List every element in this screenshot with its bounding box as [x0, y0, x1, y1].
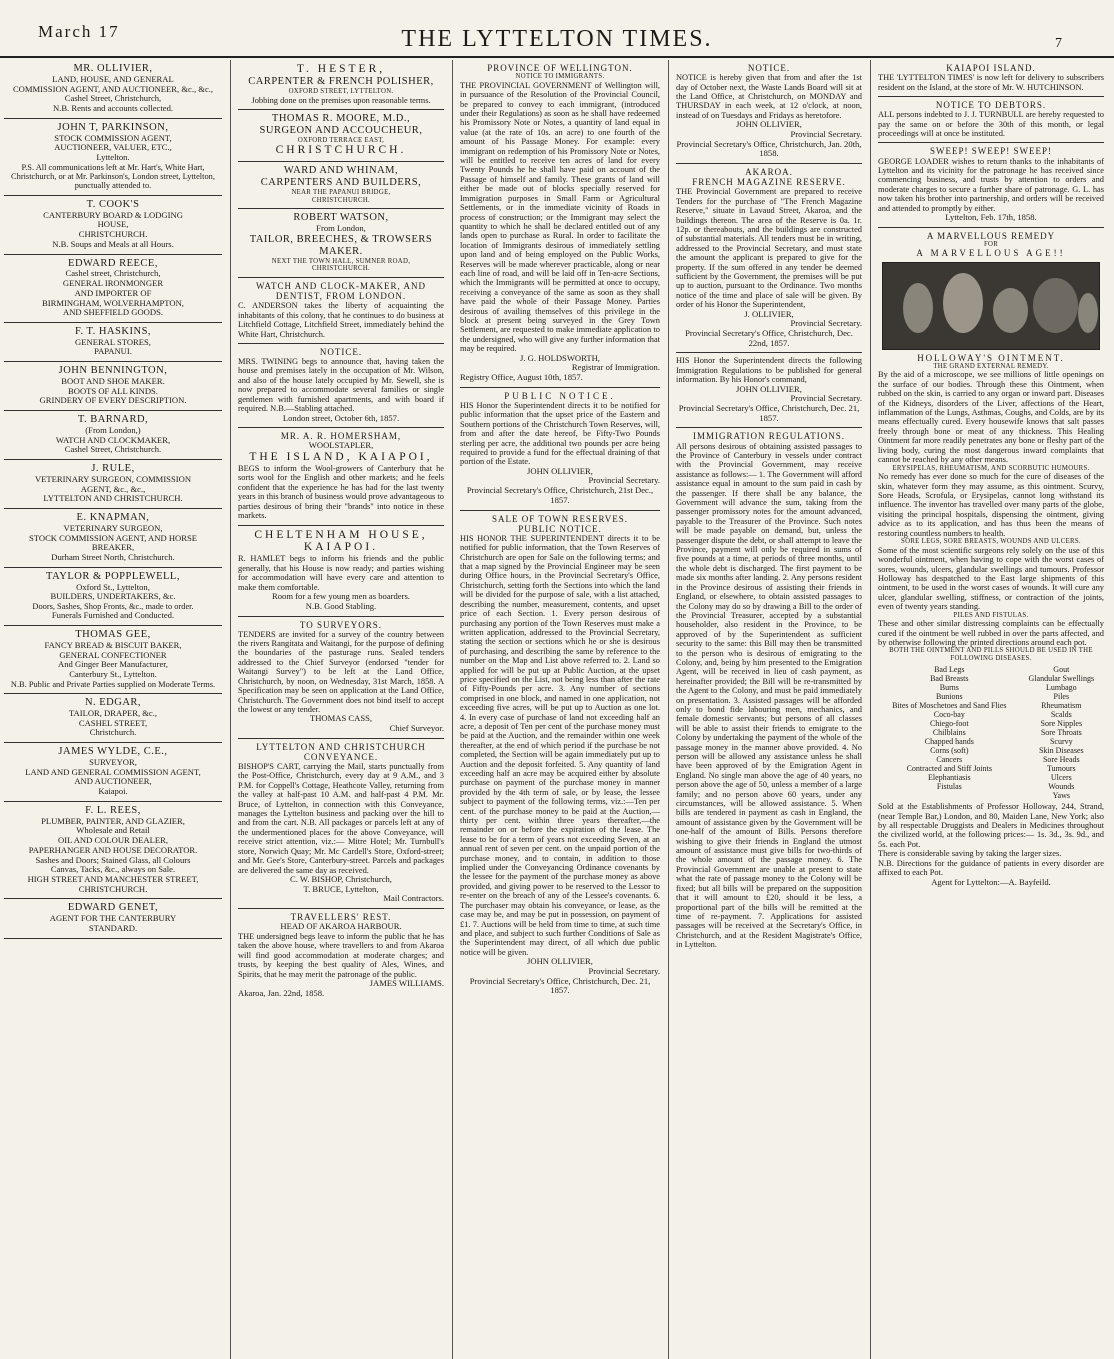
- ad-line: Canvas, Tacks, &c., always on Sale.: [50, 865, 176, 875]
- ad-subheading: WOOLSTAPLER,: [308, 441, 374, 451]
- ad-line: PLUMBER, PAINTER, AND GLAZIER,: [41, 816, 185, 826]
- disease-item: Bad Legs: [934, 664, 965, 674]
- ad-heading: THOMAS GEE,: [75, 629, 151, 641]
- advert-col1: [4, 460, 222, 509]
- advert-cheltenham: [238, 526, 444, 617]
- ad-subheading: MAKER.: [319, 245, 363, 257]
- ad-text: MRS. TWINING begs to announce that, having taken the house and premises lately in the occupation of Mr. Wilson, and also of the house lately occupied by Mr. Sewell, she is now prepared to accommodate several families or single gentlemen with furnished apartments, and with board if required. N.B.—Stabling attached.: [238, 357, 444, 414]
- notice-heading: KAIAPOI ISLAND.: [946, 63, 1036, 73]
- ad-place: CHRISTCHURCH.: [311, 196, 371, 204]
- ad-line: Christchurch.: [89, 728, 137, 738]
- page-number: 7: [1055, 36, 1062, 51]
- ad-line: STOCK COMMISSION AGENT, AND HORSE: [29, 533, 197, 543]
- ad-line: AND IMPORTER OF: [74, 288, 152, 298]
- disease-item: Sore Throats: [1040, 728, 1082, 737]
- disease-item: Bad Breasts: [930, 673, 969, 683]
- ad-place: THE ISLAND, KAIAPOI,: [249, 451, 433, 464]
- advert-col1: [4, 899, 222, 938]
- ad-heading: TO SURVEYORS.: [299, 619, 383, 630]
- advert-col1: [4, 411, 222, 460]
- header-rule: [0, 56, 1114, 58]
- ad-line: Sashes and Doors; Stained Glass, all Colours: [35, 855, 191, 865]
- ad-subheading: THE GRAND EXTERNAL REMEDY.: [933, 362, 1049, 370]
- notice-heading: NOTICE TO DEBTORS.: [935, 99, 1047, 110]
- advert-col1: [4, 743, 222, 802]
- holloway-engraving-image: [882, 262, 1100, 350]
- ad-heading: TAYLOR & POPPLEWELL,: [46, 570, 180, 582]
- ad-line: GRINDERY OF EVERY DESCRIPTION.: [39, 396, 187, 406]
- ad-text: BISHOP'S CART, carrying the Mail, starts punctually from the Post-Office, Christchurch, every day at 9 A.M., and 3 P.M. for Coppell's Cottage, Heathcote Valley, returning from the valley at half-past 10 A.M. and half-past 4 P.M. Mr. Bruce, of Lyttelton, in connection with this Conveyance, manages the Lyttelton business and packing over the hill to and from the cart. N.B. All packages or parcels left at any of the undermentioned places for the above Conveyance, will receive strict attention, viz.:— Mitre Hotel; Mr. Turnbull's store, Norwich Quay; Mr. Mc Cardell's Store, Oxford-street; and Mr. Gee's Store, Canterbury-street. Parcels and packages are delivered the same day as received.: [238, 762, 444, 875]
- ad-heading: EDWARD REECE,: [68, 257, 158, 269]
- notice-signature: JOHN OLLIVIER,: [736, 120, 802, 130]
- ad-line: LAND, HOUSE, AND GENERAL: [52, 74, 174, 84]
- notice-text: HIS Honor the Superintendent directs it to be notified for public information that the upset price of the Eastern and Southern portions of the Christchurch Town Reserves, will, from and after the date hereof, be Fifty-Two Pounds sterling per acre, the additional two pounds per acre being required to provide a fund for the effectual draining of that portion of the Estate.: [460, 400, 660, 467]
- ad-line: AND AUCTIONEER,: [74, 777, 152, 787]
- disease-item: Sore Heads: [1042, 755, 1080, 765]
- disease-item: Chiego-foot: [929, 718, 969, 728]
- disease-item: Scalds: [1050, 709, 1072, 719]
- ad-line: Durham Street North, Christchurch.: [51, 553, 175, 563]
- ad-subheading: BOTH THE OINTMENT AND PILLS SHOULD BE USED IN THE FOLLOWING DISEASES.: [889, 647, 1093, 663]
- ad-line: STOCK COMMISSION AGENT,: [54, 133, 172, 143]
- ad-text: N.B. Directions for the guidance of patients in every disorder are affixed to each Pot.: [878, 858, 1104, 878]
- notice-heading: IMMIGRATION REGULATIONS.: [693, 431, 845, 442]
- notice-kaiapoi-island: [878, 60, 1104, 97]
- ad-signature: Room for a few young men as boarders.: [272, 592, 410, 602]
- notice-signature: Provincial Secretary.: [588, 475, 660, 486]
- ad-signature: Akaroa, Jan. 22nd, 1858.: [238, 987, 325, 998]
- ad-signature: Lyttelton, Feb. 17th, 1858.: [945, 212, 1037, 222]
- notice-sale-town-reserves: [460, 511, 660, 1000]
- ad-line: COMMISSION AGENT, AND AUCTIONEER, &c., &c.,: [12, 84, 214, 94]
- ad-line: And Ginger Beer Manufacturer,: [58, 660, 168, 670]
- advert-conveyance: [238, 739, 444, 909]
- ad-signature: THOMAS CASS,: [309, 714, 373, 724]
- ad-heading: WATCH AND CLOCK-MAKER, AND DENTIST, FROM LONDON.: [255, 280, 426, 302]
- ad-line: CANTERBURY BOARD & LODGING: [43, 210, 183, 220]
- ad-line: HOUSE,: [97, 220, 129, 230]
- ad-origin: From London,: [316, 224, 366, 234]
- ad-line: BREAKER,: [91, 543, 135, 553]
- advert-col1: [4, 362, 222, 411]
- notice-public: [460, 388, 660, 511]
- ad-heading: T. COOK'S: [86, 198, 140, 210]
- notice-waste-lands: [676, 60, 862, 164]
- advert-col1: [4, 626, 222, 694]
- ad-heading: MR. OLLIVIER,: [73, 63, 153, 74]
- notice-heading: AKAROA.: [745, 167, 793, 177]
- notice-text: THE Provincial Government are prepared to receive Tenders for the purchase of "The French Magazine Reserve," situate in Lavaud Street, Akaroa, and the buildings thereon. The area of the Reserve is 0a. 1r. 12p. or thereabouts, and the buildings are constructed of substantial materials. All tenders must be in writing, addressed to the Provincial Secretary, and must state the amount the applicant is prepared to give for the property. If the sum offered in any tender be deemed sufficient by the Government, the premises will be put up to auction, pursuant to the Ordinance. Two months notice of the time and place of sale will be given. By order of his Honor the Superintendent,: [676, 187, 862, 310]
- ad-line: Kaiapoi.: [98, 787, 128, 797]
- ad-line: Oxford St., Lyttelton,: [76, 582, 150, 592]
- column-2: [232, 60, 450, 1359]
- notice-debtors: [878, 97, 1104, 143]
- ad-line: CASHEL STREET,: [78, 718, 148, 728]
- advert-sweep: [878, 143, 1104, 227]
- ad-line: OIL AND COLOUR DEALER,: [58, 836, 168, 846]
- ad-heading: HOLLOWAY'S OINTMENT.: [917, 352, 1065, 363]
- advert-hester: [238, 60, 444, 110]
- ad-line: N.B. Public and Private Parties supplied on Moderate Terms.: [10, 679, 216, 689]
- ad-line: (From London,): [85, 426, 141, 435]
- columns: [0, 60, 1114, 1359]
- ad-line: GENERAL STORES,: [75, 337, 151, 347]
- ad-line: VETERINARY SURGEON,: [63, 523, 163, 533]
- ad-line: WATCH AND CLOCKMAKER,: [55, 435, 171, 445]
- ad-text: Sold at the Establishments of Professor Holloway, 244, Strand, (near Temple Bar,) London, and 80, Maiden Lane, New York; also by all respectable Druggists and Dealers in Medicines throughout the civilized world, at the following prices:— 1s. 3d., 3s. 9d., and 5s. each Pot.: [878, 802, 1104, 849]
- ad-line: PAPERHANGER AND HOUSE DECORATOR.: [28, 845, 198, 855]
- column-4: [670, 60, 868, 1359]
- disease-item: Tumours: [1046, 764, 1076, 774]
- notice-signature: Provincial Secretary's Office, Christchurch, Dec. 22nd, 1857.: [685, 329, 853, 348]
- notice-signature: JOHN OLLIVIER,: [736, 384, 802, 394]
- ad-line: Funerals Furnished and Conducted.: [51, 611, 175, 621]
- notice-text: THE PROVINCIAL GOVERNMENT of Wellington will, in pursuance of the Resolution of the Provincial Council, be prepared to convey to each immigrant, (introduced under their Regulations) as soon as he shall have redeemed his Promissory Note or Notes, a quantity of land equal in value (at the rate of 10s. an acre) to one fourth of the amount of his Passage Money. For example: every immigrant on redemption of his Promissory Note or Notes, will be entitled to receive ten acres of land for every Twenty Pounds he he shall have paid on account of the Passage of himself and family. These grants of land will either be made out of blocks specially reserved for Immigration purposes in Small Farm or Agricultural Settlements, or in the immediate vicinity of Roads in process of construction; or the Immigrant may select the quantity to which he shall be declared entitled out of any lands open to purchase as Rural. In order to facilitate the location of Immigrants desirous of immediately settling upon land and of being employed on the Public Works, Reserves will be made wherever practicable, along or near each line of road, and will be laid off in Ten-acre Sections, which the Immigrants will be permitted at once to occupy, receiving a conveyance of the same as soon as they shall have paid the whole of their Passage Money. Parties desirous of availing themselves of this privilege in the block at present being surveyed in the Grey Town Settlement, are requested to make immediate application to the undersigned, who will give any further information that may be required.: [460, 80, 660, 354]
- ad-subheading: ERYSIPELAS, RHEUMATISM, AND SCORBUTIC HUMOURS.: [892, 464, 1090, 472]
- notice-text: THE 'LYTTELTON TIMES' is now left for delivery to subscribers resident on the Island, at the store of Mr. W. HUTCHINSON.: [878, 73, 1104, 92]
- disease-item: Yaws: [1052, 791, 1070, 801]
- disease-item: Gout: [1053, 664, 1070, 674]
- ad-line: BOOTS OF ALL KINDS.: [68, 386, 158, 396]
- notice-signature: Provincial Secretary.: [588, 965, 660, 976]
- ad-subheading: PILES AND FISTULAS.: [953, 611, 1029, 619]
- notice-text: HIS HONOR THE SUPERINTENDENT directs it to be notified for public information, that the Town Reserves of Christchurch are open for Sale on the following terms; and that a map signed by the Provincial Engineer may be seen during Office hours, in the Provincial Secretary's Office, Christchurch, setting forth the Sections into which the land will be divided for the purpose of sale, with a list attached, describing the number, measurement, contents, and upset price of each Section. 1. Every person desirous of purchasing any portion of the Town Reserves must make a written application, addressed to the Provincial Secretary, stating the section or sections which he or she is desirous of purchasing, and describing the same by reference to the number on the Map and List above referred to. 2. Land so applied for will be put up at Public Auction, at the upset price specified on the List, not being less than after the rate of Fifty-Pounds per acre. 3. Any number of sections comprised in one block, and named in one application, not exceeding five acres, will be put up to Auction as one lot. 4. In every case of purchase of land not exceeding half an acre, a deposit of Ten per cent of the purchase money must be paid at the Auction, and the remainder within one week thereafter, at the end of which period if the purchase be not completed, the Section will be again immediately put up to Auction and the deposit forfeited. 5. Any quantity of land exceeding half an acre may be acquired either by absolute purchase on payment of the purchase money in manner provided by the 4th term of sale, or by lease, the lessee subject to payment of the following terms, viz.:—Ten per cent. of the purchase money to be paid at the Auction,—thirty per cent. within three years thereafter,—the remainder on or before the expiration of the lease. The lease to be for a term of years not exceeding Seven, at an annual rent of seven per cent. on the unpaid portion of the purchase money, and to contain, in addition to those implied under the Conveyancing Ordinance covenants by the lessee for the payment of the purchase money as above provided, and giving power to be reserved to the Lessor to re-enter on the breach of any of the Lessee's covenants. 6. The purchaser may obtain his conveyance, or lease, as the case may be, and may be put in possession, on payment of £1. 7. Auctions will be held from time to time, at such time and place, and subject to such further Conditions of Sale as the Superintendent may direct, of all which due public notice will be given.: [460, 533, 660, 957]
- disease-item: Glandular Swellings: [1028, 673, 1095, 683]
- issue-date: March 17: [38, 22, 120, 41]
- ad-line: AUCTIONEER, VALUER, ETC.,: [54, 143, 172, 153]
- notice-text: NOTICE is hereby given that from and after the 1st day of October next, the Waste Lands Board will sit at the Land Office, at Christchurch, on MONDAY and THURSDAY in each week, at 12 o'clock, at noon, instead of on Tuesdays and Fridays as heretofore.: [676, 73, 862, 120]
- ad-signature: T. BRUCE, Lyttelton,: [303, 884, 379, 894]
- ad-line: BUILDERS, UNDERTAKERS, &c.: [50, 592, 176, 602]
- diseases-table: [878, 663, 1104, 802]
- ad-text: GEORGE LOADER wishes to return thanks to the inhabitants of Lyttelton and its vicinity for the patronage he has received since commencing business, and trusts by attention to orders and moderate charges to secure a further share of patronage. G. L. has now taken his brother into partnership, and orders will be received and attended to promptly by either.: [878, 156, 1104, 213]
- disease-item: Chapped hands: [924, 737, 974, 747]
- advert-moore: [238, 110, 444, 162]
- disease-item: Ulcers: [1050, 773, 1072, 783]
- ad-address: NEXT THE TOWN HALL, SUMNER ROAD,: [271, 257, 411, 265]
- masthead-title: THE LYTTELTON TIMES.: [401, 26, 713, 52]
- column-3: [454, 60, 666, 1359]
- ad-place: CHRISTCHURCH.: [275, 144, 407, 157]
- notice-signature: Provincial Secretary.: [790, 318, 862, 329]
- ad-line: LYTTELTON AND CHRISTCHURCH.: [43, 494, 183, 504]
- ad-line: VETERINARY SURGEON, COMMISSION: [34, 474, 192, 484]
- notice-text: ALL persons indebted to J. J. TURNBULL are hereby requested to pay the same on or before the 30th of this month, or legal proceedings will at once be instituted.: [878, 110, 1104, 138]
- ad-subheading: CARPENTER & FRENCH POLISHER,: [248, 75, 434, 87]
- diseases-left-column: [880, 665, 1019, 800]
- notice-heading: PUBLIC NOTICE.: [504, 390, 616, 401]
- ad-heading: NOTICE.: [319, 346, 363, 357]
- ad-line: Cashel Street, Christchurch,: [64, 94, 162, 104]
- ad-line: AGENT, &c., &c.,: [80, 484, 146, 494]
- notice-signature: Provincial Secretary's Office, Christchurch, 21st Dec., 1857.: [466, 486, 654, 505]
- advert-holloway: [878, 228, 1104, 892]
- ad-line: STANDARD.: [88, 923, 138, 933]
- disease-item: Scurvy: [1049, 737, 1073, 747]
- ad-line: Lyttelton.: [96, 152, 130, 162]
- ad-line: HIGH STREET AND MANCHESTER STREET,: [27, 874, 199, 884]
- advert-twining: [238, 344, 444, 428]
- disease-item: Elephantiasis: [927, 773, 971, 783]
- disease-item: Rheumatism: [1041, 700, 1082, 710]
- ad-line: PAPANUI.: [94, 347, 132, 357]
- advert-col1: [4, 255, 222, 323]
- ad-line: BOOT AND SHOE MAKER.: [61, 377, 165, 387]
- diseases-right-column: [1021, 665, 1102, 800]
- advert-anderson: [238, 278, 444, 344]
- ad-heading: A MARVELLOUS REMEDY: [926, 230, 1056, 241]
- disease-item: Bunions: [935, 691, 963, 701]
- notice-wellington: [460, 60, 660, 388]
- ad-line: Cashel street, Christchurch,: [65, 269, 161, 279]
- advert-col1: [4, 60, 222, 119]
- disease-item: Fistulas: [936, 782, 962, 792]
- notice-subheading: FRENCH MAGAZINE RESERVE.: [692, 177, 846, 188]
- ad-heading: JOHN BENNINGTON,: [58, 365, 168, 377]
- ad-text: By the aid of a microscope, we see millions of little openings on the surface of our bodies. Through these this Ointment, when rubbed on the skin, is carried to any organ or inward part. Diseases of the Kidneys, disorders of the Liver, affections of the Heart, inflammation of the Lungs, Asthmas, Coughs, and Colds, are by its means effectually cured. Every housewife knows that salt passes freely through bone or meat of any thickness. This Healing Ointment far more readily penetrates any bone or fleshy part of the living body, curing the most dangerous inward complaints that cannot be reached by any other means.: [878, 370, 1104, 465]
- ad-line: Doors, Sashes, Shop Fronts, &c., made to order.: [32, 602, 194, 612]
- ad-subheading: HEAD OF AKAROA HARBOUR.: [280, 922, 402, 932]
- notice-honor: [676, 353, 862, 428]
- advert-col1: [4, 119, 222, 196]
- ad-line: N.B. Soups and Meals at all Hours.: [52, 239, 174, 249]
- ad-text: BEGS to inform the Wool-growers of Canterbury that he sorts wool for the English and other markets; and he feels confident that the experience he has had for the last twenty years in this branch of business would prove advantageous to parties desirous of bring their "brands" into notice in these markets.: [238, 464, 444, 521]
- notice-text: HIS Honor the Superintendent directs the following Immigration Regulations to be published for general information. By his Honor's command,: [676, 356, 862, 385]
- ad-text: These and other similar distressing complaints can be effectually cured if the ointment be well rubbed in over the parts affected, and by otherwise following the printed directions around each pot.: [878, 619, 1104, 648]
- ad-heading: T. HESTER,: [296, 63, 386, 75]
- notice-signature: Registrar of Immigration.: [571, 362, 660, 373]
- ad-heading: CHELTENHAM HOUSE, KAIAPOI.: [254, 528, 428, 554]
- advert-watson: [238, 209, 444, 278]
- ad-line: TAILOR, DRAPER, &c.,: [68, 709, 158, 719]
- ad-signature: Mail Contractors.: [383, 893, 444, 904]
- notice-signature: JOHN OLLIVIER,: [527, 957, 593, 967]
- ad-signature: London street, October 6th, 1857.: [282, 413, 400, 423]
- disease-item: Piles: [1053, 691, 1070, 701]
- disease-item: Skin Diseases: [1038, 746, 1084, 756]
- ad-heading: T. BARNARD,: [77, 414, 149, 426]
- advert-col1: [4, 509, 222, 568]
- ad-line: BIRMINGHAM, WOLVERHAMPTON,: [42, 298, 184, 308]
- ad-subheading: SURGEON AND ACCOUCHEUR,: [259, 124, 423, 136]
- ad-address: NEAR THE PAPANUI BRIDGE,: [291, 189, 391, 197]
- ad-line: LAND AND GENERAL COMMISSION AGENT,: [25, 767, 201, 777]
- ad-heading: WARD AND WHINAM,: [283, 165, 399, 177]
- ad-signature: N.B. Good Stabling.: [305, 601, 377, 611]
- ad-heading: FOR: [983, 240, 999, 248]
- ad-heading: A MARVELLOUS AGE!!: [916, 248, 1066, 259]
- advert-col1: [4, 323, 222, 362]
- disease-item: Sore Nipples: [1040, 718, 1083, 728]
- disease-item: Wounds: [1048, 782, 1075, 792]
- notice-signature: Provincial Secretary's Office, Christchurch, Dec. 21, 1857.: [469, 976, 651, 996]
- ad-line: P.S. All communications left at Mr. Hart's, White Hart, Christchurch, or at Mr. Parkinson's, London street, Lyttelton, punctually attended to.: [11, 162, 215, 191]
- ad-line: CHRISTCHURCH.: [78, 884, 148, 894]
- ad-text: Some of the most scientific surgeons rely solely on the use of this wonderful ointment, when having to cope with the worst cases of sores, wounds, ulcers, glandular swellings and tumours. Professor Holloway has despatched to the East large shipments of this ointment, to be used in the worst cases of wounds. It will cure any ulcer, glandular swelling, stiffness, or contraction of the joints, even of twenty years standing.: [878, 545, 1104, 612]
- notice-heading: SALE OF TOWN RESERVES.: [492, 513, 628, 524]
- disease-item: Coco-bay: [933, 709, 965, 719]
- ad-heading: MR. A. R. HOMERSHAM,: [280, 431, 402, 442]
- advert-col1: [4, 802, 222, 899]
- notice-signature: J. G. HOLDSWORTH,: [520, 353, 600, 363]
- advert-col1: [4, 568, 222, 626]
- ad-heading: THOMAS R. MOORE, M.D.,: [271, 112, 411, 124]
- column-1: [0, 60, 228, 1359]
- ad-heading: LYTTELTON AND CHRISTCHURCH CONVEYANCE.: [256, 741, 426, 762]
- advert-col1: [4, 694, 222, 743]
- ad-line: FANCY BREAD & BISCUIT BAKER,: [44, 640, 182, 650]
- notice-signature: Provincial Secretary's Office, Christchurch, Jan. 20th, 1858.: [676, 139, 862, 159]
- disease-item: Corns (soft): [930, 746, 969, 756]
- ad-signature: Chief Surveyor.: [389, 723, 444, 734]
- ad-line: N.B. Rents and accounts collected.: [52, 103, 174, 113]
- ad-subheading: CARPENTERS AND BUILDERS,: [260, 177, 422, 189]
- advert-col1: [4, 196, 222, 255]
- ad-line: CHRISTCHURCH.: [78, 230, 148, 240]
- notice-signature: Provincial Secretary's Office, Christchurch, Dec. 21, 1857.: [678, 404, 860, 423]
- ad-heading: JOHN T, PARKINSON,: [57, 121, 169, 133]
- ad-line: AND SHEFFIELD GOODS.: [62, 308, 164, 318]
- ad-heading: JAMES WYLDE, C.E.,: [58, 746, 168, 758]
- ad-heading: N. EDGAR,: [84, 697, 142, 709]
- notice-heading: NOTICE.: [747, 63, 791, 73]
- ad-line: GENERAL IRONMONGER: [62, 279, 164, 289]
- notice-signature: Registry Office, August 10th, 1857.: [460, 372, 583, 383]
- notice-immigration: [676, 428, 862, 953]
- ad-text: There is considerable saving by taking the larger sizes.: [878, 849, 1062, 859]
- ad-line: GENERAL CONFECTIONER: [59, 650, 167, 660]
- ad-address: OXFORD STREET, LYTTELTON.: [288, 87, 394, 95]
- ad-address: OXFORD TERRACE EAST,: [297, 136, 385, 144]
- ad-signature: C. W. BISHOP, Christchurch,: [290, 874, 392, 884]
- ad-heading: J. RULE,: [91, 463, 135, 475]
- ad-heading: SWEEP! SWEEP! SWEEP!: [930, 146, 1052, 157]
- ad-heading: F. T. HASKINS,: [74, 325, 152, 337]
- ad-heading: EDWARD GENET,: [67, 902, 159, 914]
- ad-line: AGENT FOR THE CANTERBURY: [49, 914, 177, 924]
- advert-travellers-rest: [238, 909, 444, 1002]
- ad-text: THE undersigned begs leave to inform the public that he has taken the above house, where travellers to and from Akaroa will find good accommodation at moderate charges; and trusts, by keeping the best quality of Ales, Wines, and Spirits, that he may merit the patronage of the public.: [238, 931, 444, 979]
- notice-subheading: PUBLIC NOTICE.: [518, 523, 602, 534]
- ad-heading: TRAVELLERS' REST.: [290, 912, 392, 923]
- advert-surveyors: [238, 617, 444, 739]
- ad-line: Wholesale and Retail: [76, 826, 150, 836]
- ad-line: SURVEYOR,: [89, 758, 137, 768]
- notice-signature: J. OLLIVIER,: [744, 309, 794, 319]
- notice-akaroa: [676, 164, 862, 353]
- ad-line: Cashel Street, Christchurch.: [64, 445, 162, 455]
- ad-signature: JAMES WILLIAMS.: [369, 977, 444, 988]
- disease-item: Lumbago: [1045, 682, 1077, 692]
- notice-subheading: NOTICE TO IMMIGRANTS.: [515, 73, 605, 81]
- ad-text: TENDERS are invited for a survey of the country between the rivers Rangitata and Waitangi, for the purpose of defining the boundaries of the pasturage runs. Sealed tenders addressed to the Chief Surveyor (endorsed "tender for Waitangi Survey") to be left at the Land Office, Christchurch, by noon, on Wednesday, 31st March, 1858. A Specification may be seen on application at the Land Office, Christchurch. The Government does not bind itself to accept the lowest or any tender.: [238, 629, 444, 714]
- ad-heading: F. L. REES,: [85, 804, 141, 816]
- ad-text: Jobbing done on the premises upon reasonable terms.: [251, 95, 431, 105]
- advert-homersham: [238, 428, 444, 525]
- ad-place: CHRISTCHURCH.: [311, 265, 371, 273]
- ad-heading: E. KNAPMAN,: [76, 512, 150, 524]
- ad-line: Canterbury St., Lyttelton.: [69, 670, 157, 680]
- ad-signature: Agent for Lyttelton:—A. Bayfeild.: [931, 877, 1051, 887]
- ad-text: C. ANDERSON takes the liberty of acquainting the inhabitants of this colony, that he continues to do business at Litchfield Cottage, Litchfield Street, immediately behind the White Hart, Christchurch.: [238, 301, 444, 339]
- disease-item: Contracted and Stiff Joints: [906, 764, 992, 774]
- ad-subheading: TAILOR, BREECHES, & TROWSERS: [249, 233, 433, 245]
- disease-item: Chilblains: [932, 728, 966, 737]
- advert-ward-whinam: [238, 162, 444, 209]
- notice-signature: Provincial Secretary.: [790, 393, 862, 404]
- column-5: [872, 60, 1110, 1359]
- notice-signature: Provincial Secretary.: [790, 128, 862, 139]
- disease-item: Bites of Moschetoes and Sand Flies: [892, 700, 1007, 710]
- ad-text: R. HAMLET begs to inform his friends and the public generally, that his House is now ready; and parties wishing for accommodation will have every care and attention to make them comfortable.: [238, 554, 444, 592]
- ad-subheading: SORE LEGS, SORE BREASTS, WOUNDS AND ULCERS.: [901, 538, 1081, 546]
- ad-heading: ROBERT WATSON,: [293, 212, 389, 224]
- notice-signature: JOHN OLLIVIER,: [527, 466, 593, 476]
- disease-item: Burns: [939, 682, 959, 692]
- notice-heading: PROVINCE OF WELLINGTON.: [487, 63, 633, 73]
- notice-text: All persons desirous of obtaining assisted passages to the Province of Canterbury in vessels under contract with the Provincial Government, may receive assistance as follows:— 1. The Government will afford assistance equal in amount to the sum paid in cash by the passenger. If there shall be any balance, the Government will advance the sum, taking from the passenger promissory notes for the amount advanced, payable to the Treasurer of the Province. Such notes will be made payable on demand, but, unless the passenger dispute the debt, or shall attempt to leave the Province, payment will only be required in sums of five pounds at a time, at periods of three months, until the whole debt is discharged. The first payment to be made six months after landing. 2. Any persons resident in the Province desirous of assisting their friends in England, or elsewhere, to obtain assisted passages to the Colony may do so by drawing a Bill to the order of the Provincial Treasurer, accepted by a substantial householder, also resident in the Province, to be approved of by the Superintendent as sufficient security to the same: this Bill may then be transmitted to the person who is desirous of emigrating to the Colony, and, being by him presented to the Emigration Agent, will be received in lieu of cash payment, as hereinafter provided; the Bill will be re-transmitted by the Agent to the Colony, and must be paid immediately on presentation. 3. Assisted passages will be afforded only to bond fide labouring men, mechanics, and female domestic servants; but persons of all classes will be able to assist their friends to emigrate to the Colony by undertaking the payment of the whole of the passage money in the manner above provided. 4. No person will be allowed any assistance unless he shall have been approved of by the Emigration Agent in England. No single man above the age of 40 years, no person above the age of 50, unless a member of a large family; and no person above 60 years, under any circumstances, will be allowed assistance. 5. When bills are tendered in payment as cash in England, the amount of assistance given by the Government will be one-half of the amount of Bills. Persons therefore wishing to give their friends in England the utmost amount of assistance must give bills for two-thirds of the whole amount of the passage money. 6. The Provincial Government are unable at present to state what the rate of passage money to the Colony will be fixed; but all bills will be prepared on the supposition that it will amount to £20, should it be less, a proportional part of the bills will be remitted at the time of re-payment. 7. Applications for assisted passages will be received at the Secretary's Office, in Christchurch, and at the Resident Magistrate's Office, in Lyttelton.: [676, 441, 862, 950]
- ad-text: No remedy has ever done so much for the cure of diseases of the skin, whatever form they may assume, as this ointment. Scurvy, Sore Heads, Scrofula, or Erysipelas, cannot long withstand its influence. The inventor has travelled over many parts of the globe, visiting the principal hospitals, dispensing the ointment, giving advice as to its application, and has thus been the means of restoring countless numbers to health.: [878, 472, 1104, 538]
- disease-item: Cancers: [936, 755, 963, 765]
- page-header: [0, 0, 1114, 56]
